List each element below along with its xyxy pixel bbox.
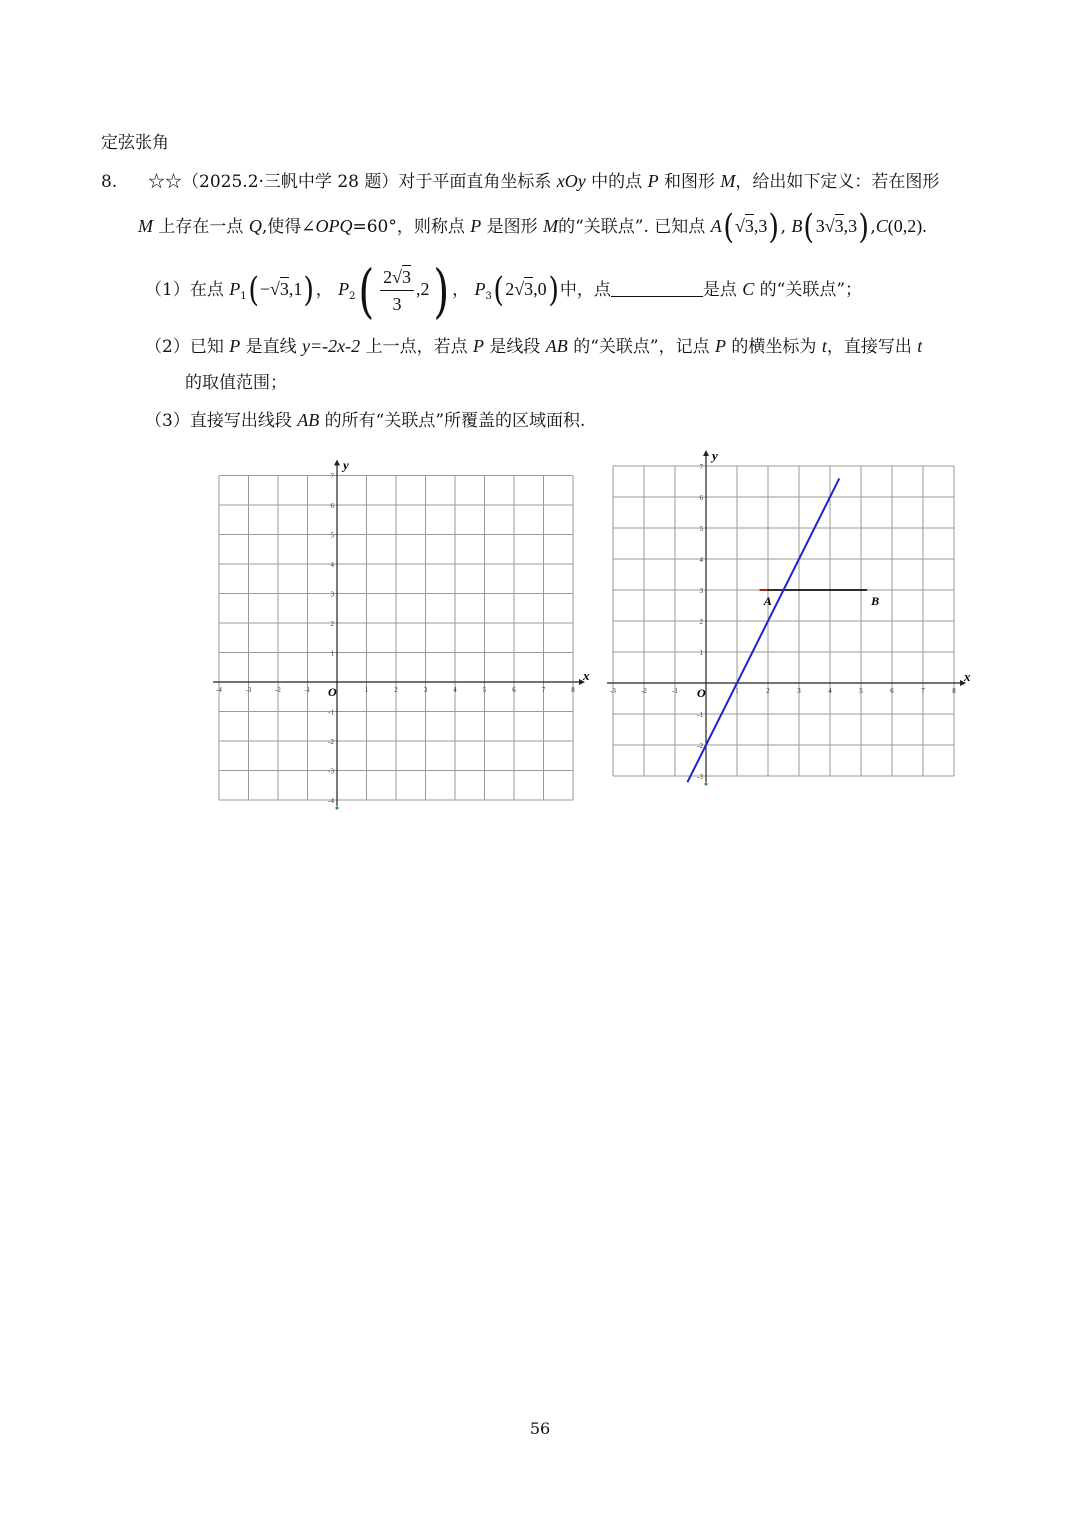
y-tick-label: -3	[328, 767, 334, 776]
y-tick-label: 7	[330, 472, 334, 481]
x-tick-label: 2	[394, 686, 398, 694]
part-2: （2）已知 P 是直线 y=-2x-2 上一点，若点 P 是线段 AB 的“关联点”，记点 P 的横坐标为 t，直接写出 t	[145, 336, 923, 357]
x-tick-label: 8	[571, 686, 575, 694]
y-tick-label: -2	[328, 738, 334, 746]
x-tick-label: -1	[304, 686, 311, 694]
y-tick-label: 1	[699, 649, 703, 657]
x-tick-label: 1	[735, 687, 739, 695]
y-tick-label: 4	[699, 556, 703, 564]
x-tick-label: 3	[797, 687, 801, 695]
x-tick-label: 3	[423, 686, 428, 694]
y-axis-label: y	[343, 457, 349, 473]
part-3-label: （3）	[145, 411, 190, 431]
problem-line-2: M 上存在一点 Q,使得∠OPQ=60°，则称点 P 是图形 M的“关联点”. 已知点 A(√3,3), B(3√3,3),C(0,2).	[138, 207, 927, 247]
x-tick-label: 4	[453, 686, 457, 694]
problem-source: （2025.2·三帆中学 28 题）	[182, 172, 399, 192]
part-1: （1）在点 $P_1(-√3,1)$， $P_2$( $\frac{2√3}{3}$ ,2) ， $P_3(2√3,0)$中，点 是点 C 的“关联点”；	[145, 257, 863, 325]
part-1-label: （1）	[145, 280, 190, 300]
x-tick-label: 7	[541, 686, 546, 694]
x-tick-label: 5	[482, 686, 487, 694]
x-tick-label: 8	[952, 687, 956, 695]
point-C-label: C	[875, 216, 888, 236]
coordinate-grid-with-line	[600, 450, 985, 820]
fraction-2sqrt3-over-3: $\frac{2√3}{3}$	[380, 266, 414, 315]
part-3: （3）直接写出线段 AB 的所有“关联点”所覆盖的区域面积.	[145, 410, 586, 431]
y-tick-label: -1	[697, 711, 703, 719]
point-A-label: A	[710, 216, 722, 236]
x-tick-label: -3	[245, 686, 252, 694]
x-tick-label: 4	[828, 687, 832, 695]
y-tick-label: -2	[697, 742, 703, 750]
y-tick-label: 1	[330, 649, 334, 658]
y-tick-label: 6	[699, 494, 703, 502]
problem-number: 8.	[101, 172, 118, 192]
coordinate-grid-blank	[205, 450, 600, 820]
y-tick-label: 2	[330, 620, 334, 628]
difficulty-stars: ☆☆	[148, 172, 183, 192]
y-axis-end-dot	[705, 783, 708, 786]
y-axis-arrow	[703, 450, 709, 456]
y-tick-label: 5	[699, 525, 703, 533]
x-tick-label: 6	[890, 687, 894, 695]
x-tick-label: -4	[216, 686, 222, 694]
x-tick-label: 6	[512, 686, 516, 694]
part-2-line-2: 的取值范围；	[185, 373, 287, 393]
part-2-label: （2）	[145, 337, 190, 357]
y-tick-label: 4	[330, 561, 334, 569]
y-tick-label: 2	[699, 618, 703, 626]
origin-label: O	[697, 686, 706, 700]
y-axis-arrow	[334, 460, 340, 466]
x-tick-label: -2	[275, 686, 281, 694]
point-B-label: B	[871, 594, 880, 608]
point-B-label: B	[791, 216, 803, 236]
x-tick-label: 2	[766, 687, 770, 695]
y-tick-label: 3	[330, 590, 334, 599]
y-axis-label: y	[712, 450, 718, 463]
x-axis-label: x	[964, 669, 971, 684]
x-tick-label: -1	[672, 687, 678, 695]
x-tick-label: 5	[859, 687, 863, 695]
y-tick-label: 5	[330, 531, 334, 540]
y-axis-end-dot	[336, 807, 339, 810]
y-tick-label: -3	[697, 773, 703, 781]
y-tick-label: 6	[330, 502, 334, 510]
point-A-label: A	[763, 594, 772, 608]
answer-blank[interactable]	[611, 280, 703, 297]
y-tick-label: -1	[328, 708, 334, 717]
y-tick-label: 3	[699, 587, 703, 595]
x-tick-label: -2	[641, 687, 647, 695]
x-tick-label: -3	[610, 687, 616, 695]
x-tick-label: 1	[364, 686, 369, 694]
page-number: 56	[529, 1419, 551, 1438]
origin-label: O	[328, 685, 337, 699]
problem-line-1: 8. ☆☆（2025.2·三帆中学 28 题）对于平面直角坐标系 xOy 中的点 P 和图形 M，给出如下定义：若在图形	[101, 171, 940, 192]
x-axis-label: x	[583, 668, 590, 683]
section-title: 定弦张角	[101, 133, 169, 153]
x-tick-label: 7	[921, 687, 925, 695]
y-tick-label: 7	[699, 463, 703, 471]
graph-line	[687, 478, 839, 782]
y-tick-label: -4	[328, 797, 334, 805]
